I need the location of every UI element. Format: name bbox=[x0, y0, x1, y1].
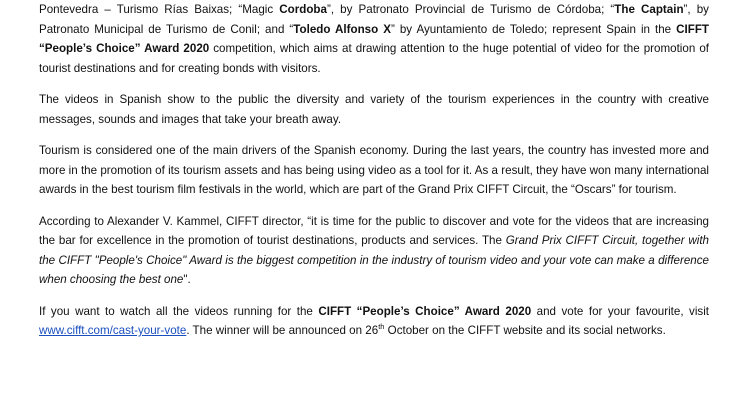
paragraph-videos-in-spanish: The videos in Spanish show to the public the diversity and variety of the tourism experiences in the country with creative messages, sounds and images that take your breath away. bbox=[39, 93, 709, 126]
text-run: . The winner will be announced on 26 bbox=[186, 324, 379, 337]
text-run: October on the CIFFT website and its social networks. bbox=[384, 324, 666, 337]
bold-title-toledo: Toledo Alfonso X bbox=[293, 22, 391, 36]
paragraph-spanish-entries bbox=[39, 0, 709, 78]
text-run: ” by Ayuntamiento de Toledo; represent Spain in the bbox=[390, 22, 677, 36]
bold-award-name: CIFFT “People’s Choice” Award 2020 bbox=[318, 304, 532, 318]
paragraph-tourism-economy: Tourism is considered one of the main drivers of the Spanish economy. During the last years, the country has invested more and more in the promotion of its tourism assets and has being using video as a tool for it. As a result, they have won many international awards in the best tourism film festivals in the world, which are part of the Grand Prix CIFFT Circuit, the “Oscars” for tourism. bbox=[39, 144, 709, 196]
text-run: Pontevedra – Turismo Rías Baixas; “Magic bbox=[39, 3, 280, 16]
text-run: If you want to watch all the videos running for the bbox=[39, 304, 319, 318]
text-run: ”, by Patronato Provincial de Turismo de Córdoba; “ bbox=[326, 3, 615, 16]
bold-title-cordoba: Cordoba bbox=[279, 3, 327, 16]
bold-title-the-captain: The Captain bbox=[614, 3, 684, 16]
text-run: ". bbox=[183, 273, 191, 286]
text-run: and vote for your favourite, visit bbox=[531, 304, 710, 318]
vote-link[interactable]: www.cifft.com/cast-your-vote bbox=[39, 324, 187, 337]
bold-award-name: CIFFT “People’s Choice” Award 2020 bbox=[39, 22, 709, 55]
ordinal-superscript: th bbox=[378, 322, 385, 332]
text-run: ”, by Patronato Municipal de Turismo de Conil; and “ bbox=[39, 3, 709, 36]
italic-quote: Grand Prix CIFFT Circuit, together with the CIFFT "People's Choice" Award is the biggest competition in the industry of tourism video and your vote can make a difference when choosing the best one bbox=[39, 234, 709, 286]
paragraph-director-quote bbox=[39, 212, 709, 290]
text-run: According to Alexander V. Kammel, CIFFT director, “it is time for the public to discover and vote for the videos that are increasing the bar for excellence in the promotion of tourist destinations, products and services. The bbox=[39, 214, 709, 247]
text-run: competition, which aims at drawing attention to the huge potential of video for the promotion of tourist destinations and for creating bonds with visitors. bbox=[39, 42, 709, 75]
paragraph-vote-call bbox=[39, 302, 709, 341]
